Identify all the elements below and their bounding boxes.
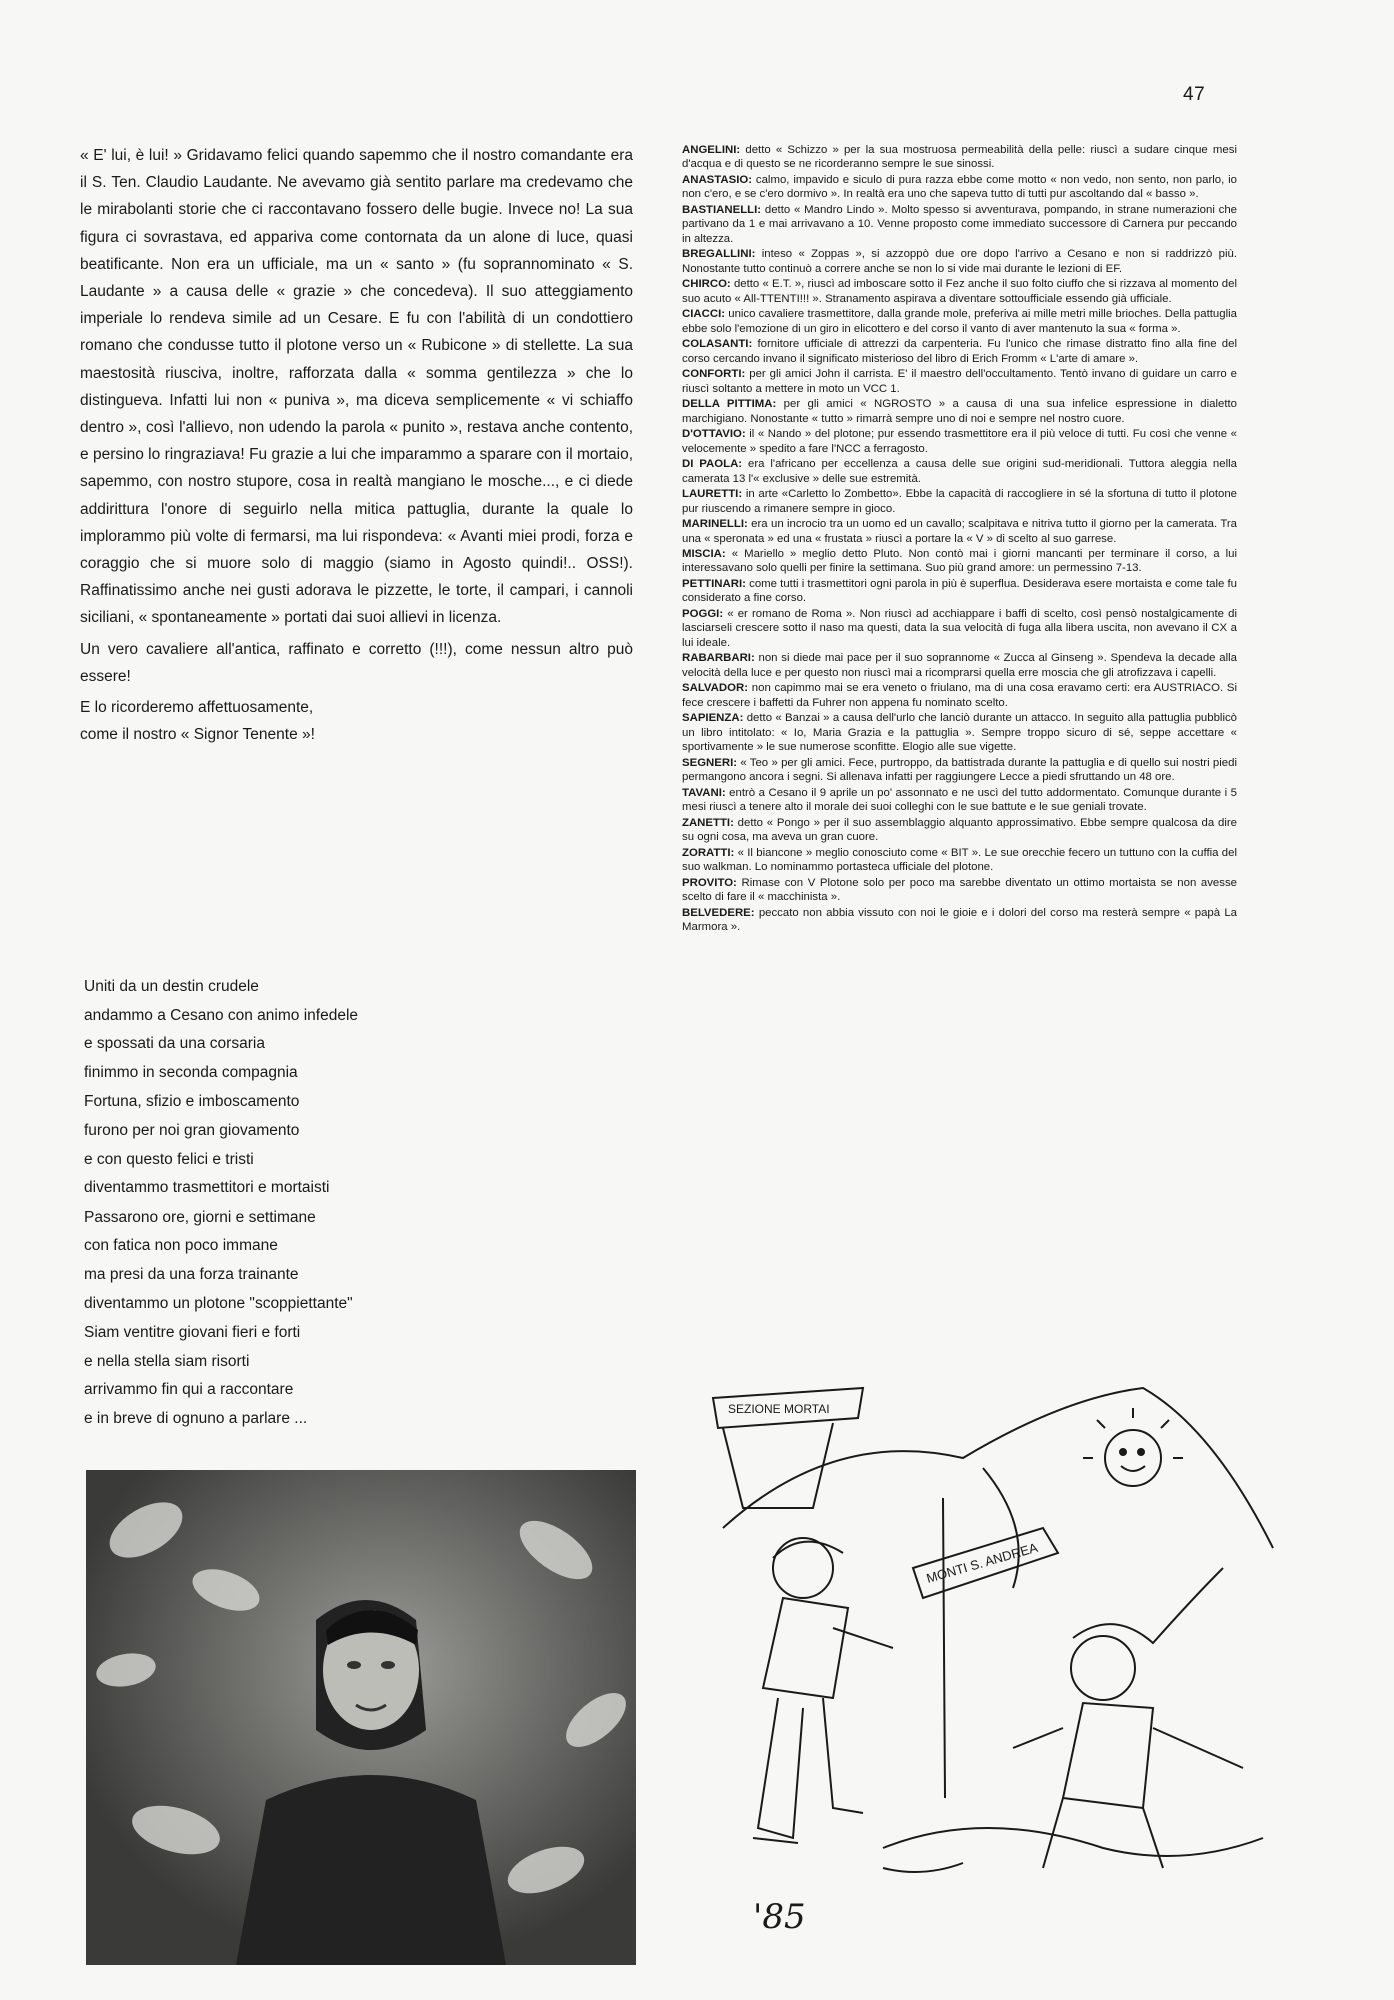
poem-line: e nella stella siam risorti xyxy=(84,1352,250,1370)
roster-name: DI PAOLA: xyxy=(682,458,743,471)
roster-name: PROVITO: xyxy=(682,876,737,889)
svg-text:SEZIONE MORTAI: SEZIONE MORTAI xyxy=(728,1402,830,1416)
poem-line: furono per noi gran giovamento xyxy=(84,1121,300,1139)
roster-text: detto « Schizzo » per la sua mostruosa permeabilità della pelle: riuscì a sudare cinque mesi d'acqua e di questo se ne ricorderanno sempre le sue sinossi. xyxy=(682,144,1237,171)
roster-text: detto « Pongo » per il suo assemblaggio alquanto approssimativo. Ebbe sempre qualcosa da dire su ogni cosa, ma aveva un gran cuore. xyxy=(682,816,1237,844)
roster-entry xyxy=(682,277,1237,306)
roster-text: « er romano de Roma ». Non riuscì ad acchiappare i baffi di scelto, così pensò nostalgicamente di lasciarseli crescere sotto il naso ma questi, data la sua velocità di fuga alla libera uscita, non avevano il CX a lui ideale. xyxy=(682,608,1237,649)
poem-line: Fortuna, sfizio e imboscamento xyxy=(84,1093,300,1111)
roster-text: Rimase con V Plotone solo per poco ma sarebbe diventato un ottimo mortaista se non avesse scelto di fare il « macchinista ». xyxy=(682,876,1237,904)
poem xyxy=(84,973,534,1435)
roster-name: CHIRCO: xyxy=(682,278,731,291)
roster-text: unico cavaliere trasmettitore, dalla grande mole, preferiva ai mille metri mille brioches. Della pattuglia ebbe solo l'emozione di un giro in elicottero e del corso il vanto di aver mantenuto la sua « forma ». xyxy=(682,308,1238,335)
sezione-mortai-sign-icon xyxy=(713,1388,863,1508)
poem-line: arrivammo fin qui a raccontare xyxy=(84,1381,294,1399)
intro-paragraph: come il nostro « Signor Tenente »! xyxy=(80,726,315,744)
poem-stanza xyxy=(84,1204,534,1318)
page-number: 47 xyxy=(1183,84,1206,105)
roster-name: PETTINARI: xyxy=(682,578,746,591)
poem-line: diventammo un plotone "scoppiettante" xyxy=(84,1294,353,1312)
intro-paragraph: E lo ricorderemo affettuosamente, xyxy=(80,699,314,717)
roster-entry xyxy=(682,547,1237,576)
roster-text: calmo, impavido e siculo di pura razza ebbe come motto « non vedo, non sento, non parlo, io non c'ero, e se c'ero dormivo ». In realtà era uno che sapeva tutto di tutti pur ascoltando dal « basso ». xyxy=(682,173,1237,201)
poem-line: e in breve di ognuno a parlare ... xyxy=(84,1409,308,1427)
roster-entry xyxy=(682,816,1237,845)
roster-entry xyxy=(682,397,1237,426)
roster-text: il « Nando » del plotone; pur essendo trasmettitore era il più veloce di tutti. Fu così che venne « velocemente » spedito a fare l'NCC a ferragosto. xyxy=(682,428,1237,455)
roster-entry xyxy=(682,607,1237,650)
roster-text: « Mariello » meglio detto Pluto. Non contò mai i giorni mancanti per terminare il corso, a lui interessavano solo quelli per finire la settimana. Suo più grand amore: un permessino 7-13. xyxy=(682,548,1237,575)
roster-name: LAURETTI: xyxy=(682,488,743,501)
poem-line: finimmo in seconda compagnia xyxy=(84,1063,298,1081)
roster-entry xyxy=(682,143,1237,172)
roster-text: « Teo » per gli amici. Fece, purtroppo, da battistrada durante la pattuglia e di quello sui nostri piedi permangono ancora i segni. Si allenava infatti per raggiungere Lecce a piedi sfruttando un 48 ore. xyxy=(682,756,1237,784)
roster-entry xyxy=(682,203,1237,246)
roster-text: non si diede mai pace per il suo soprannome « Zucca al Ginseng ». Spendeva la decade alla velocità della luce e per questo non riuscì mai a ricomprarsi quella erre moscia che gli atrofizzava i capelli. xyxy=(682,652,1237,679)
poem-line: andammo a Cesano con animo infedele xyxy=(84,1006,359,1024)
roster-name: TAVANI: xyxy=(682,786,726,799)
roster-entry xyxy=(682,427,1237,456)
roster-entry xyxy=(682,337,1237,366)
roster-name: SEGNERI: xyxy=(682,756,738,769)
roster-name: MISCIA: xyxy=(682,548,726,561)
sun-icon xyxy=(1083,1408,1183,1486)
poem-line: diventammo trasmettitori e mortaisti xyxy=(84,1179,330,1197)
poem-line: con fatica non poco immane xyxy=(84,1237,278,1255)
poem-line: ma presi da una forza trainante xyxy=(84,1265,299,1283)
roster-name: BREGALLINI: xyxy=(682,248,756,261)
roster-name: SALVADOR: xyxy=(682,682,749,695)
roster-entry xyxy=(682,517,1237,546)
roster-text: per gli amici John il carrista. E' il maestro dell'occultamento. Tentò invano di guidare un carro e riuscì soltanto a mettere in moto un VCC 1. xyxy=(682,368,1237,395)
roster-entry xyxy=(682,756,1237,785)
soldier-left-icon xyxy=(753,1538,893,1843)
roster-entry xyxy=(682,876,1237,905)
roster-name: RABARBARI: xyxy=(682,652,755,665)
roster-text: detto « Banzai » a causa dell'urlo che lanciò durante un attacco. In seguito alla pattuglia pubblicò un libro intitolato: « Io, Maria Grazia e la pattuglia ». Sempre troppo sicuro di sé, seppe accettare « sportivamente » le sue numerose sconfitte. Elogio alle sue vigette. xyxy=(682,712,1238,754)
roster-entry xyxy=(682,786,1237,815)
signpost-icon xyxy=(913,1498,1058,1798)
svg-text:MONTI S. ANDREA: MONTI S. ANDREA xyxy=(924,1539,1040,1586)
roster-entry xyxy=(682,906,1237,935)
poem-stanza xyxy=(84,1088,534,1202)
roster-text: peccato non abbia vissuto con noi le gioie e i dolori del corso ma resterà sempre « papà La Marmora ». xyxy=(682,906,1237,933)
svg-text:'85: '85 xyxy=(753,1897,806,1937)
roster-entry xyxy=(682,487,1237,516)
roster-name: CONFORTI: xyxy=(682,368,746,381)
roster-entry xyxy=(682,681,1237,710)
roster-text: « Il biancone » meglio conosciuto come « BIT ». Le sue orecchie fecero un tuttuno con la cuffia del suo walkman. Lo nominammo portasteca ufficiale del plotone. xyxy=(682,846,1237,874)
roster-name: ZORATTI: xyxy=(682,846,735,859)
roster-entry xyxy=(682,247,1237,276)
roster-text: detto « E.T. », riuscì ad imboscare sotto il Fez anche il suo folto ciuffo che si rizzava al momento del suo acuto « All-TTENTI!!! ». Stranamento aspirava a diventare sottoufficiale essendo già ufficiale. xyxy=(682,278,1238,305)
poem-line: Siam ventitre giovani fieri e forti xyxy=(84,1324,301,1342)
roster-name: CIACCI: xyxy=(682,308,726,321)
intro-text xyxy=(80,142,633,748)
roster-name: POGGI: xyxy=(682,608,724,621)
roster-entry xyxy=(682,577,1237,606)
poem-line: Passarono ore, giorni e settimane xyxy=(84,1208,316,1226)
poem-line: e con questo felici e tristi xyxy=(84,1150,254,1168)
roster-text: non capimmo mai se era veneto o friulano, ma di una cosa eravamo certi: era AUSTRIACO. Si fece crescere i baffetti da Fuhrer non appena fu nominato scelto. xyxy=(682,682,1238,709)
soldier-photo xyxy=(86,1470,636,1965)
roster-name: ZANETTI: xyxy=(682,816,734,829)
cartoon-illustration xyxy=(683,1368,1283,1968)
roster-text: inteso « Zoppas », si azzoppò due ore dopo l'arrivo a Cesano e non si raddrizzò più. Nonostante tutto continuò a correre anche se non lo si vide mai durante le lezioni di EF. xyxy=(682,248,1237,275)
roster-entry xyxy=(682,367,1237,396)
poem-stanza xyxy=(84,973,534,1087)
poem-stanza xyxy=(84,1319,534,1433)
roster-entry xyxy=(682,457,1237,486)
intro-paragraph: « E' lui, è lui! » Gridavamo felici quando sapemmo che il nostro comandante era il S. Ten. Claudio Laudante. Ne avevamo già sentito parlare ma credevamo che le mirabolanti storie che ci raccontavano fossero delle bugie. Invece no! La sua figura ci sovrastava, ed appariva come contornata da un alone di luce, quasi beatificante. Non era un ufficiale, ma un « santo » (fu soprannominato « S. Laudante » a causa delle « grazie » che concedeva). Il suo atteggiamento imperiale lo rendeva simile ad un Cesare. E fu con l'abilità di un condottiero romano che condusse tutto il plotone verso un « Rubicone » di stellette. La sua maestosità riusciva, inoltre, rafforzata dalla « somma gentilezza » che lo distingueva. Infatti lui non « puniva », ma diceva semplicemente « vi schiaffo dentro », così l'allievo, non udendo la parola « punito », restava anche contento, e persino lo ringraziava! Fu grazie a lui che imparammo a sparare con il mortaio, sapemmo, con nostro stupore, cosa in realtà mangiano le mosche..., e ci diede addirittura l'onore di seguirlo nella mitica pattuglia, durante la quale lo implorammo più volte di fermarsi, ma lui rispondeva: « Avanti miei prodi, forza e coraggio che si muore solo di maggio (siamo in Agosto quindi!.. OSS!). Raffinatissimo anche nei gusti adorava le pizzette, le torte, il campari, i cannoli siciliani, « spontaneamente » portati dai suoi allievi in licenza. xyxy=(80,147,633,627)
roster-list xyxy=(682,143,1237,936)
roster-name: DELLA PITTIMA: xyxy=(682,398,777,411)
roster-entry xyxy=(682,173,1237,202)
roster-text: fornitore ufficiale di attrezzi da carpenteria. Fu l'unico che rimase distratto fino alla fine del corso cercando invano il significato misterioso del libro di Erich Fromm « L'arte di amare ». xyxy=(682,338,1237,365)
roster-text: per gli amici « NGROSTO » a causa di una sua infelice espressione in dialetto marchigiano. Nonostante « tutto » rimarrà sempre uno di noi e sempre nel nostro cuore. xyxy=(682,398,1237,425)
roster-text: entrò a Cesano il 9 aprile un po' assonnato e ne uscì del tutto addormentato. Comunque durante i 5 mesi riuscì a tenere alto il morale dei suoi colleghi con le sue battute e le sue geniali trovate. xyxy=(682,786,1238,814)
roster-text: come tutti i trasmettitori ogni parola in più è superflua. Desiderava esere mortaista e come tale fu considerato a fine corso. xyxy=(682,578,1237,605)
poem-line: Uniti da un destin crudele xyxy=(84,978,259,995)
roster-name: ANASTASIO: xyxy=(682,173,753,186)
roster-name: ANGELINI: xyxy=(682,144,741,156)
poem-line: e spossati da una corsaria xyxy=(84,1035,265,1053)
roster-name: BELVEDERE: xyxy=(682,906,755,919)
roster-entry xyxy=(682,846,1237,875)
roster-text: in arte «Carletto lo Zombetto». Ebbe la capacità di raccogliere in sé la sfortuna di tutto il plotone pur riuscendo a rimanere sempre in gioco. xyxy=(682,488,1237,515)
roster-entry xyxy=(682,307,1237,336)
roster-name: SAPIENZA: xyxy=(682,712,744,725)
roster-name: COLASANTI: xyxy=(682,338,753,351)
roster-text: era l'africano per eccellenza a causa delle sue origini sud-meridionali. Tuttora aleggia nella camerata 13 l'« exclusive » delle sue estremità. xyxy=(682,458,1237,485)
roster-entry xyxy=(682,711,1237,754)
roster-name: D'OTTAVIO: xyxy=(682,428,746,441)
soldier-right-icon xyxy=(1013,1568,1243,1868)
roster-text: detto « Mandro Lindo ». Molto spesso si avventurava, pompando, in strane numerazioni che partivano da 1 e mai arrivavano a 10. Venne proposto come immediato successore di Carnera pur peccando in altezza. xyxy=(682,203,1237,245)
intro-paragraph: Un vero cavaliere all'antica, raffinato e corretto (!!!), come nessun altro può essere! xyxy=(80,640,633,685)
roster-name: BASTIANELLI: xyxy=(682,203,762,216)
roster-text: era un incrocio tra un uomo ed un cavallo; scalpitava e nitriva tutto il giorno per la camerata. Tra una « speronata » ed una « frustata » riuscì a portare la « V » di scelto al suo garrese. xyxy=(682,518,1237,545)
roster-name: MARINELLI: xyxy=(682,518,748,531)
roster-entry xyxy=(682,651,1237,680)
